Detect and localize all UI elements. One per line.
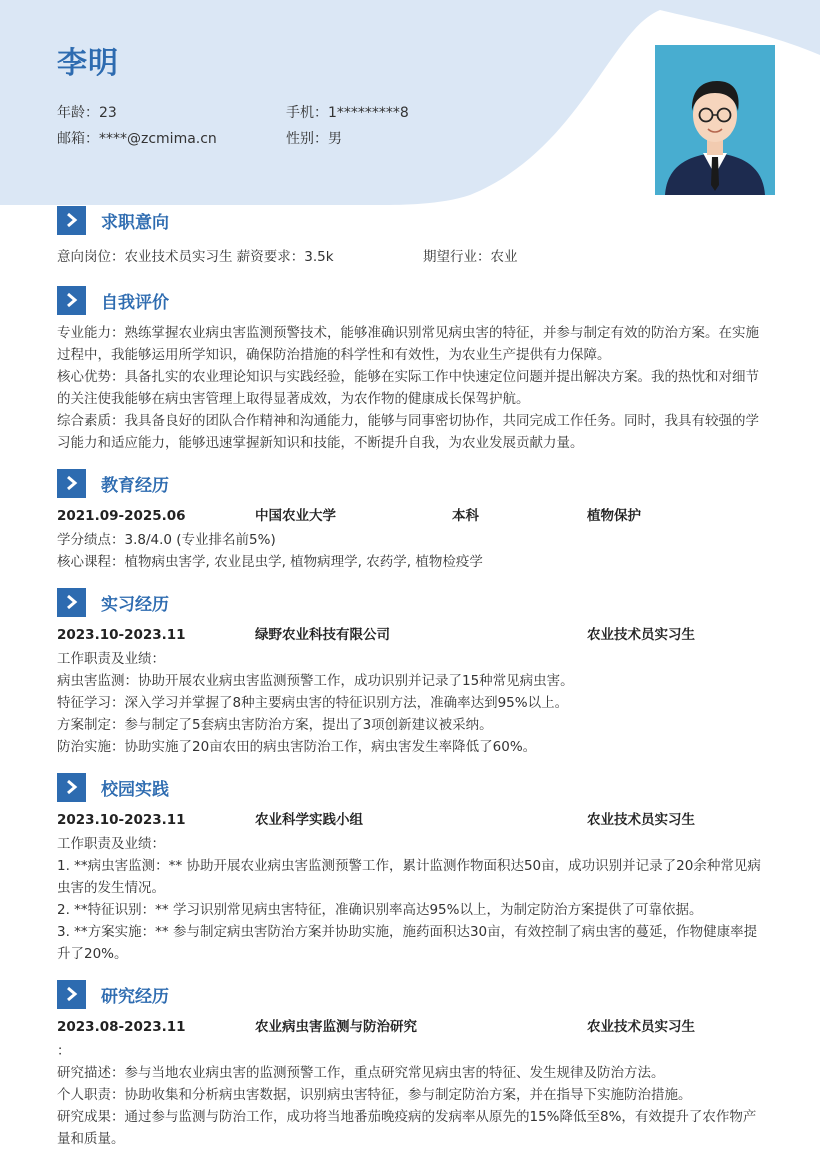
profile-photo (655, 45, 775, 195)
campus-role: 农业技术员实习生 (587, 812, 695, 828)
section-self-eval-title: 自我评价 (101, 292, 169, 313)
education-major: 植物保护 (587, 508, 641, 524)
section-internship-header (57, 587, 169, 617)
education-gpa: 学分绩点：3.8/4.0 (专业排名前5%) (57, 532, 276, 548)
internship-row (57, 624, 767, 646)
campus-org: 农业科学实践小组 (255, 812, 363, 828)
chevron-right-icon (57, 980, 86, 1009)
chevron-right-icon (57, 773, 86, 802)
intent-position-salary: 意向岗位：农业技术员实习生 薪资要求：3.5k (57, 249, 334, 265)
internship-line: 特征学习：深入学习并掌握了8种主要病虫害的特征识别方法，准确率达到95%以上。 (57, 695, 569, 711)
chevron-right-icon (57, 588, 86, 617)
section-intent-header (57, 205, 169, 235)
internship-line: 病虫害监测：协助开展农业病虫害监测预警工作，成功识别并记录了15种常见病虫害。 (57, 673, 574, 689)
education-school: 中国农业大学 (255, 508, 336, 524)
internship-role: 农业技术员实习生 (587, 627, 695, 643)
campus-row (57, 809, 767, 831)
campus-line: 工作职责及业绩： (57, 836, 165, 852)
section-research-title: 研究经历 (101, 986, 169, 1007)
age: 年龄：23 (57, 105, 117, 121)
gender: 性别：男 (286, 131, 342, 147)
research-date: 2023.08-2023.11 (57, 1019, 186, 1035)
research-line: 研究描述：参与当地农业病虫害的监测预警工作，重点研究常见病虫害的特征、发生规律及防治方法。 (57, 1065, 665, 1081)
section-internship-title: 实习经历 (101, 594, 169, 615)
campus-paragraph: 2. **特征识别：** 学习识别常见病虫害特征，准确识别率高达95%以上，为制定防治方案提供了可靠依据。 (57, 902, 703, 918)
research-project: 农业病虫害监测与防治研究 (255, 1019, 417, 1035)
self-eval-paragraph: 核心优势：具备扎实的农业理论知识与实践经验，能够在实际工作中快速定位问题并提出解决方案。我的热忱和对细节的关注使我能够在病虫害管理上取得显著成效，为农作物的健康成长保驾护航。 (57, 369, 759, 407)
education-degree: 本科 (452, 508, 479, 524)
section-education-title: 教育经历 (101, 475, 169, 496)
chevron-right-icon (57, 286, 86, 315)
research-paragraph: 研究成果：通过参与监测与防治工作，成功将当地番茄晚疫病的发病率从原先的15%降低至8%，有效提升了农作物产量和质量。 (57, 1109, 757, 1147)
internship-line: 工作职责及业绩： (57, 651, 165, 667)
self-eval-paragraph: 专业能力：熟练掌握农业病虫害监测预警技术，能够准确识别常见病虫害的特征，并参与制定有效的防治方案。在实施过程中，我能够运用所学知识，确保防治措施的科学性和有效性，为农业生产提供有力保障。 (57, 325, 759, 363)
internship-line: 防治实施：协助实施了20亩农田的病虫害防治工作，病虫害发生率降低了60%。 (57, 739, 537, 755)
research-role: 农业技术员实习生 (587, 1019, 695, 1035)
campus-paragraph: 1. **病虫害监测：** 协助开展农业病虫害监测预警工作，累计监测作物面积达50亩，成功识别并记录了20余种常见病虫害的发生情况。 (57, 858, 761, 896)
self-eval-paragraph: 综合素质：我具备良好的团队合作精神和沟通能力，能够与同事密切协作，共同完成工作任务。同时，我具有较强的学习能力和适应能力，能够迅速掌握新知识和技能，不断提升自我，为农业发展贡献力量。 (57, 413, 759, 451)
chevron-right-icon (57, 469, 86, 498)
education-row (57, 505, 767, 527)
research-row (57, 1016, 767, 1038)
education-date: 2021.09-2025.06 (57, 508, 186, 524)
internship-company: 绿野农业科技有限公司 (255, 627, 390, 643)
section-education-header (57, 468, 169, 498)
internship-date: 2023.10-2023.11 (57, 627, 186, 643)
research-line: 个人职责：协助收集和分析病虫害数据，识别病虫害特征，参与制定防治方案，并在指导下实施防治措施。 (57, 1087, 692, 1103)
education-courses: 核心课程：植物病虫害学, 农业昆虫学, 植物病理学, 农药学, 植物检疫学 (57, 554, 483, 570)
campus-paragraph: 3. **方案实施：** 参与制定病虫害防治方案并协助实施，施药面积达30亩，有效控制了病虫害的蔓延，作物健康率提升了20%。 (57, 924, 758, 962)
section-campus-title: 校园实践 (101, 779, 169, 800)
internship-line: 方案制定：参与制定了5套病虫害防治方案，提出了3项创新建议被采纳。 (57, 717, 493, 733)
email: 邮箱：****@zcmima.cn (57, 131, 217, 147)
section-research-header (57, 979, 169, 1009)
candidate-name: 李明 (57, 46, 119, 81)
intent-industry: 期望行业：农业 (423, 249, 518, 265)
section-campus-header (57, 772, 169, 802)
phone: 手机：1*********8 (286, 105, 409, 121)
research-line: ： (57, 1043, 71, 1059)
section-intent-title: 求职意向 (101, 212, 169, 233)
chevron-right-icon (57, 206, 86, 235)
section-self-eval-header (57, 285, 169, 315)
campus-date: 2023.10-2023.11 (57, 812, 186, 828)
